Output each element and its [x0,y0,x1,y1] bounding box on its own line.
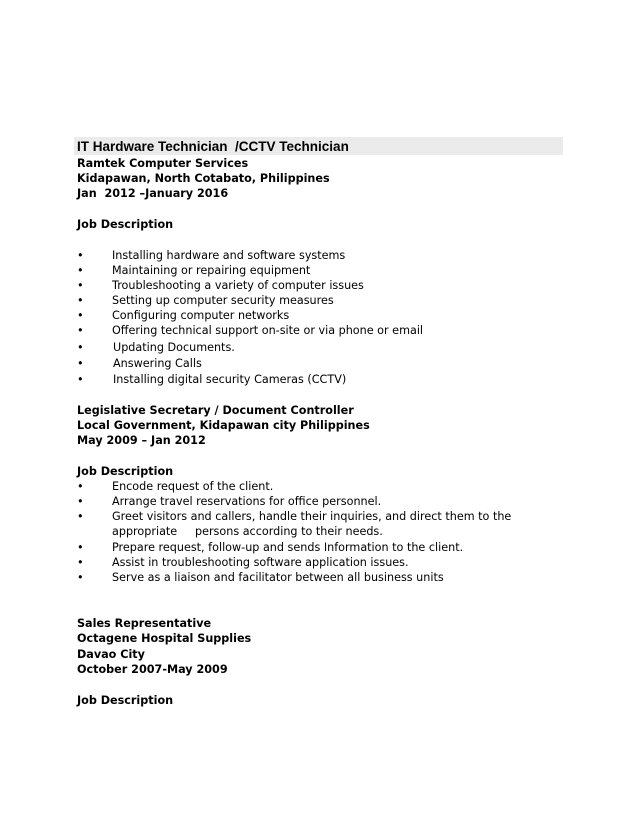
bullet-marker: • [77,324,84,337]
bullet-text: Updating Documents. [113,341,235,354]
bullet-marker: • [77,357,84,370]
job3-location: Davao City [77,648,145,661]
job2-company: Local Government, Kidapawan city Philippines [77,419,370,432]
bullet-text: Serve as a liaison and facilitator between all business units [112,571,444,584]
job3-company: Octagene Hospital Supplies [77,632,252,645]
job1-title: IT Hardware Technician /CCTV Technician [77,139,349,154]
bullet-text: Greet visitors and callers, handle their inquiries, and direct them to the [112,510,512,523]
bullet-text: Setting up computer security measures [112,294,334,307]
job1-location: Kidapawan, North Cotabato, Philippines [77,172,330,185]
bullet-text: Answering Calls [113,357,202,370]
bullet-marker: • [77,341,84,354]
bullet-text: Prepare request, follow-up and sends Information to the client. [112,541,464,554]
job2-title: Legislative Secretary / Document Controller [77,404,354,417]
bullet-marker: • [77,571,84,584]
bullet-marker: • [77,309,84,322]
bullet-marker: • [77,279,84,292]
job1-dates: Jan 2012 –January 2016 [77,187,229,200]
job3-desc-heading: Job Description [77,694,174,707]
bullet-text: Encode request of the client. [112,480,274,493]
bullet-marker: • [77,373,84,386]
bullet-marker: • [77,541,84,554]
bullet-marker: • [77,264,84,277]
bullet-text: Installing hardware and software systems [112,249,346,262]
bullet-text: Offering technical support on-site or via phone or email [112,324,424,337]
bullet-text: appropriate persons according to their needs. [112,525,383,538]
bullet-text: Installing digital security Cameras (CCTV) [113,373,347,386]
job1-desc-heading: Job Description [77,218,174,231]
job3-dates: October 2007-May 2009 [77,663,228,676]
bullet-text: Configuring computer networks [112,309,290,322]
bullet-marker: • [77,480,84,493]
job1-company: Ramtek Computer Services [77,157,249,170]
bullet-marker: • [77,249,84,262]
bullet-text: Arrange travel reservations for office personnel. [112,495,382,508]
bullet-marker: • [77,510,84,523]
bullet-text: Maintaining or repairing equipment [112,264,311,277]
job2-desc-heading: Job Description [77,465,174,478]
job3-title: Sales Representative [77,617,212,630]
bullet-marker: • [77,556,84,569]
bullet-marker: • [77,495,84,508]
bullet-text: Troubleshooting a variety of computer issues [112,279,364,292]
bullet-marker: • [77,294,84,307]
job2-dates: May 2009 – Jan 2012 [77,434,206,447]
bullet-text: Assist in troubleshooting software application issues. [112,556,409,569]
